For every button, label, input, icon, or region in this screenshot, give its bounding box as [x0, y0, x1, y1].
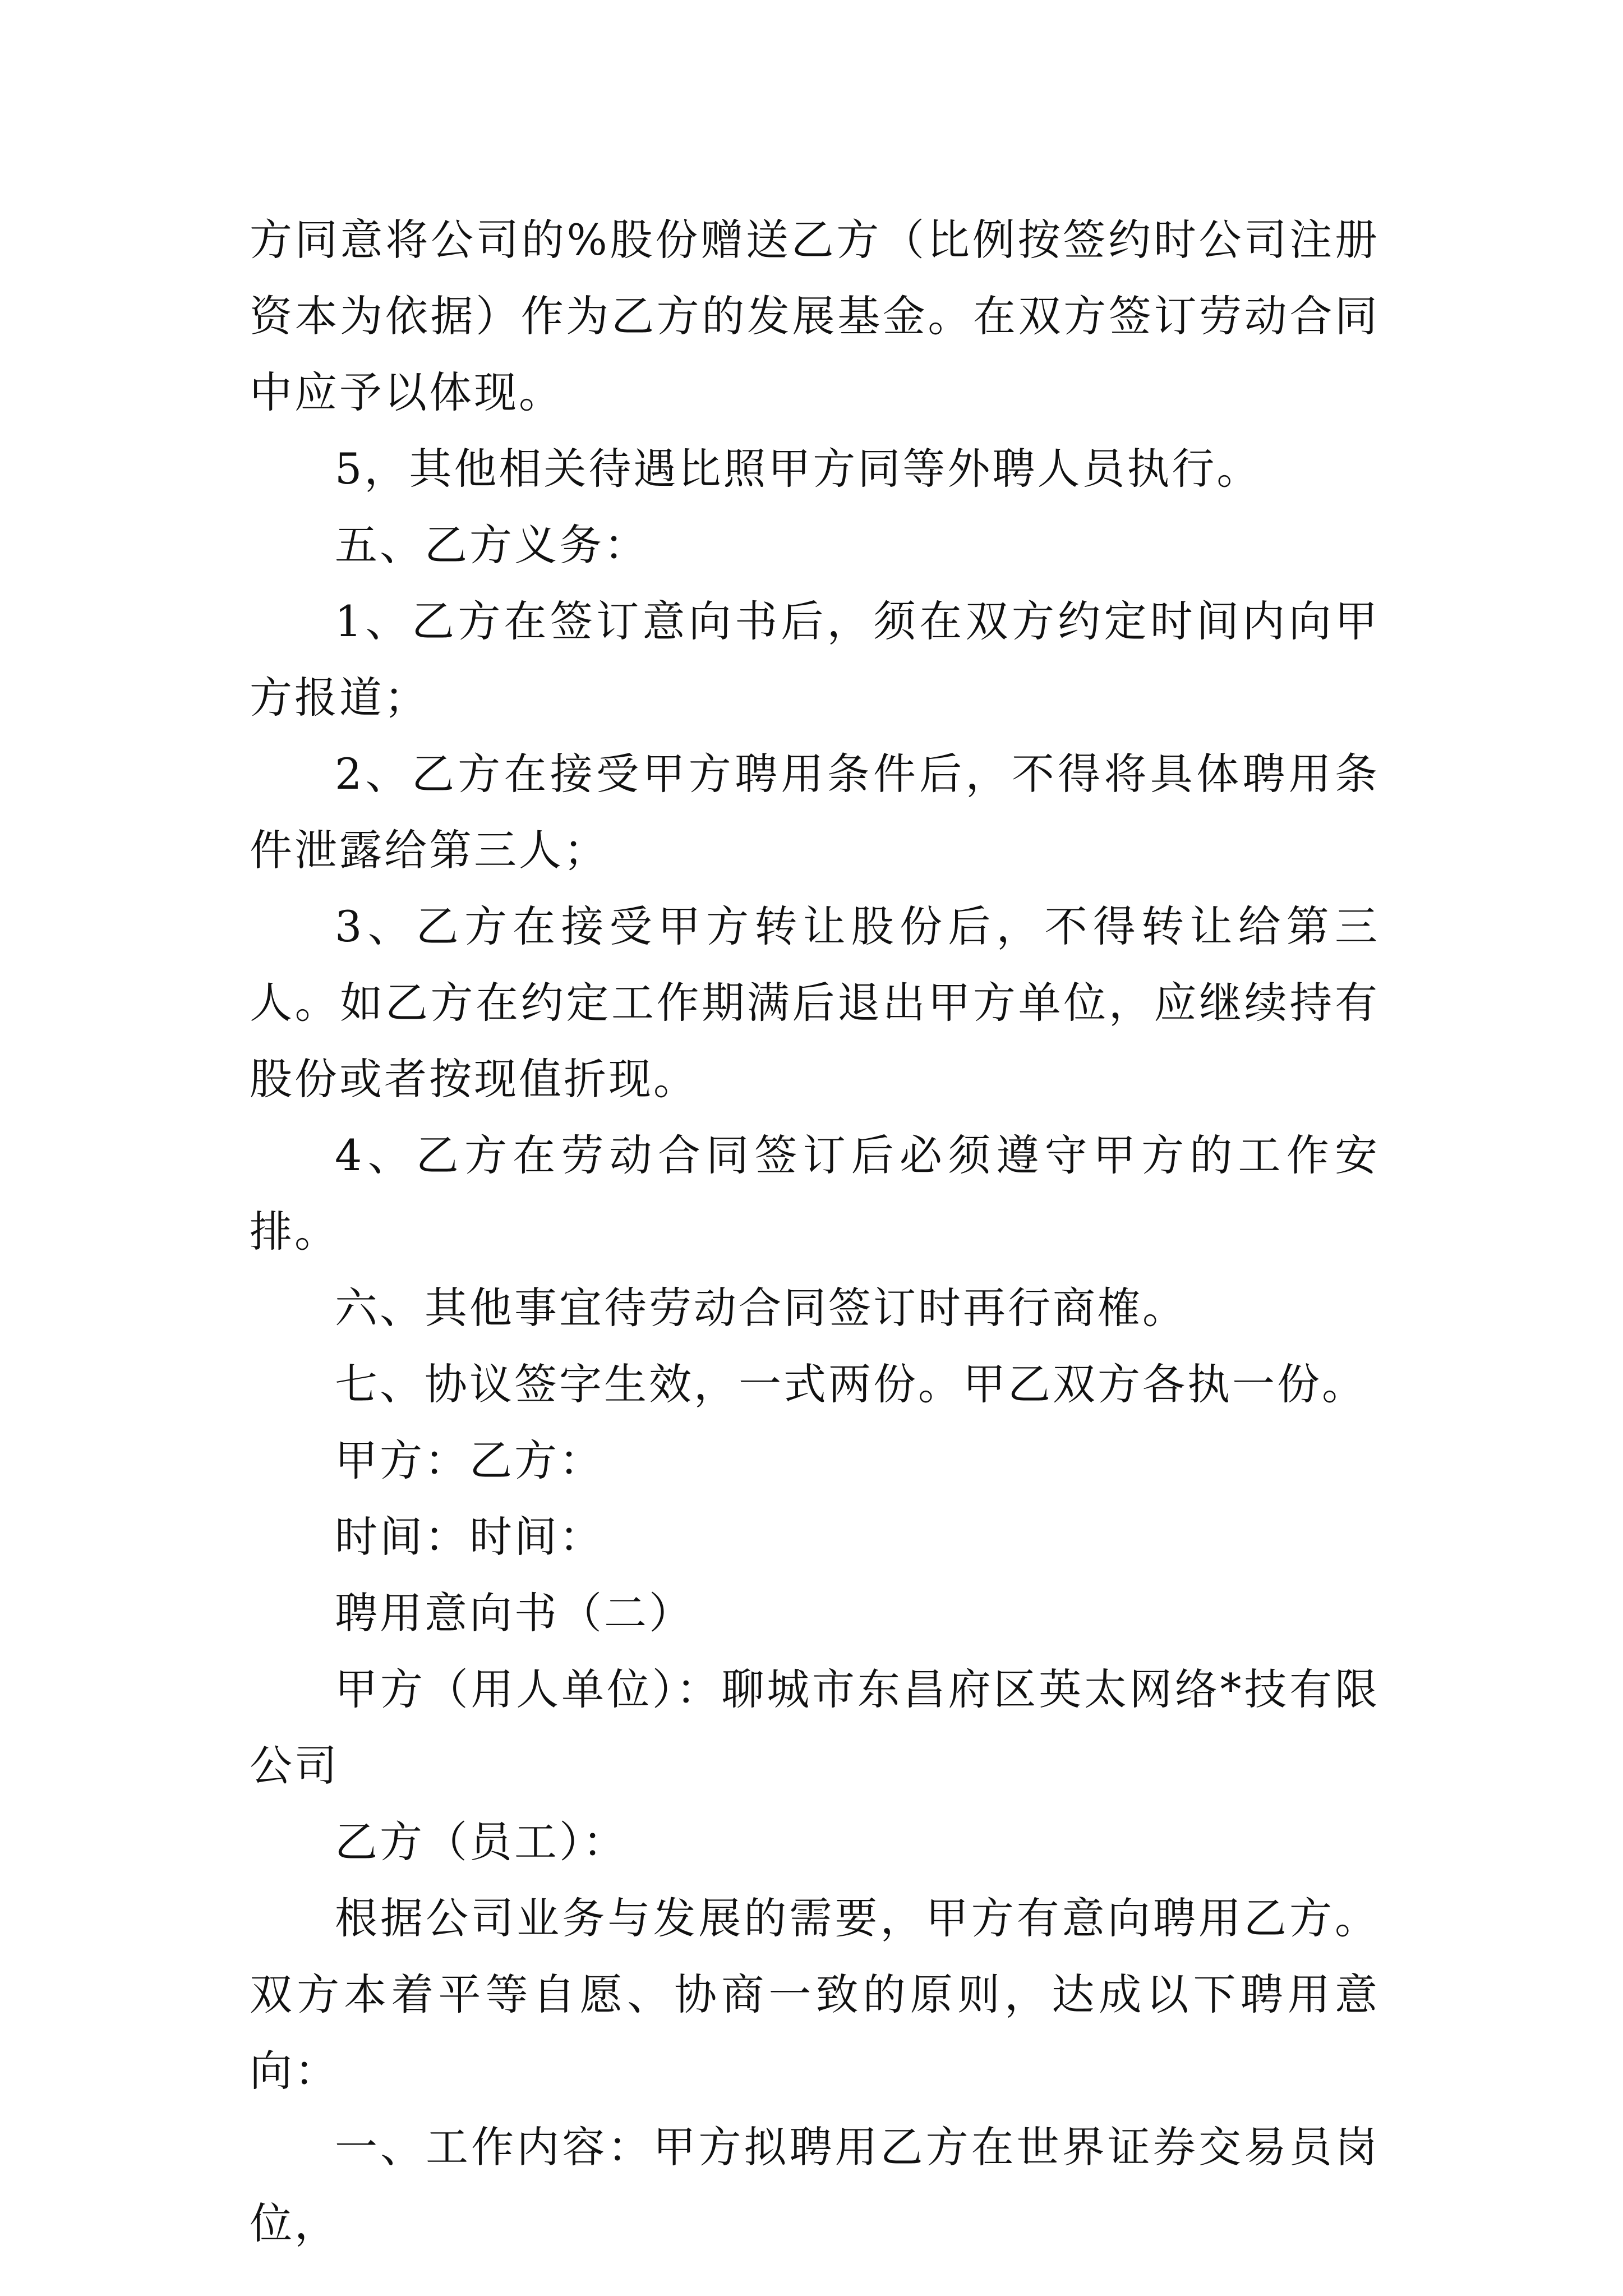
document-body	[250, 202, 1380, 2262]
heading-work-content: 一、工作内容：甲方拟聘用乙方在世界证券交易员岗位，	[250, 2122, 1380, 2248]
paragraph-duty-1: 1、乙方在签订意向书后，须在双方约定时间内向甲方报道；	[250, 596, 1380, 723]
preamble-paragraph: 根据公司业务与发展的需要，甲方有意向聘用乙方。双方本着平等自愿、协商一致的原则，达成以下聘用意向：	[250, 1893, 1380, 2096]
heading-section-7: 七、协议签字生效，一式两份。甲乙双方各执一份。	[335, 1359, 1367, 1409]
document-title-2: 聘用意向书（二）	[335, 1588, 694, 1638]
party-a-line: 甲方（用人单位）：聊城市东昌府区英太网络*技有限公司	[250, 1664, 1380, 1791]
signature-parties-line: 甲方：乙方：	[335, 1435, 604, 1485]
paragraph-item-5: 5，其他相关待遇比照甲方同等外聘人员执行。	[335, 444, 1262, 494]
party-b-line: 乙方（员工）：	[335, 1817, 628, 1867]
heading-section-6: 六、其他事宜待劳动合同签订时再行商榷。	[335, 1283, 1187, 1333]
paragraph-duty-4: 4、乙方在劳动合同签订后必须遵守甲方的工作安排。	[250, 1130, 1380, 1257]
signature-date-line: 时间：时间：	[335, 1512, 604, 1562]
paragraph-duty-2: 2、乙方在接受甲方聘用条件后，不得将具体聘用条件泄露给第三人；	[250, 749, 1380, 875]
paragraph-duty-3: 3、乙方在接受甲方转让股份后，不得转让给第三人。如乙方在约定工作期满后退出甲方单位，应继续持有股份或者按现值折现。	[250, 901, 1380, 1104]
heading-section-5: 五、乙方义务：	[335, 520, 649, 570]
paragraph-continuation: 方同意将公司的%股份赠送乙方（比例按签约时公司注册资本为依据）作为乙方的发展基金。在双方签订劳动合同中应予以体现。	[250, 215, 1380, 417]
